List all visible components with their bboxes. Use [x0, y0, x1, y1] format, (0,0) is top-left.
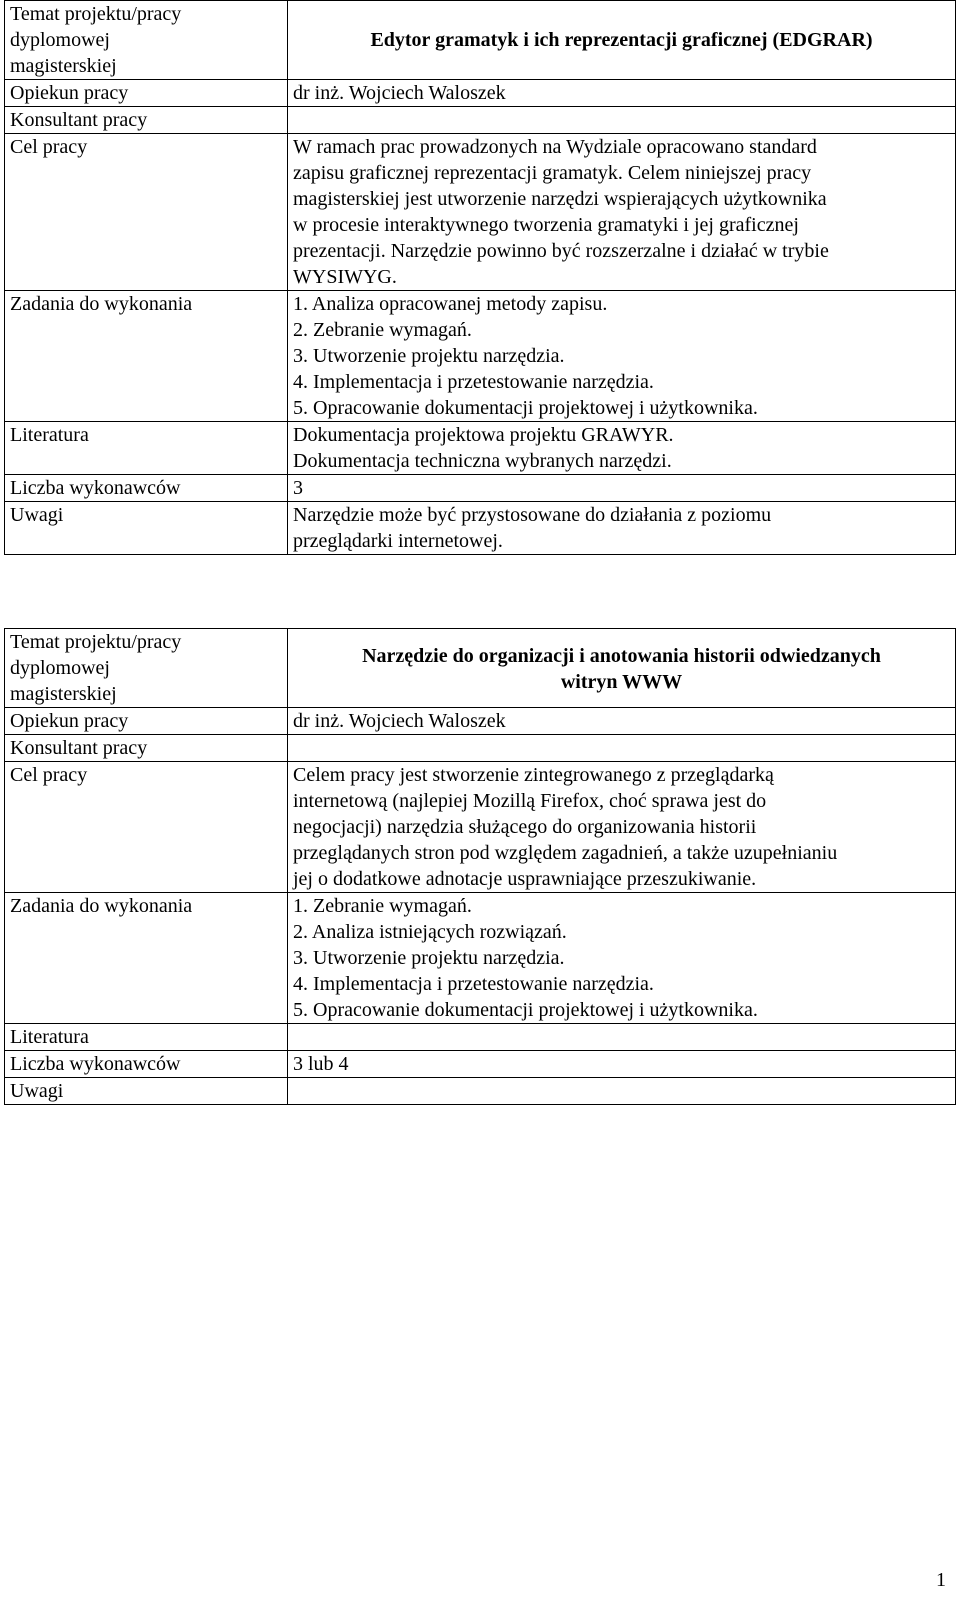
- project-card-edgrar: [4, 0, 956, 555]
- row-topic: [5, 1, 956, 80]
- label-topic: Temat projektu/pracy dyplomowej magisterskiej: [5, 1, 288, 80]
- literature-item: Dokumentacja projektowa projektu GRAWYR.: [293, 424, 674, 446]
- consultant-value: [288, 107, 956, 134]
- row-topic: [5, 629, 956, 708]
- task-item: 2. Zebranie wymagań.: [293, 319, 472, 341]
- label-consultant: Konsultant pracy: [5, 735, 288, 762]
- label-literature: Literatura: [5, 422, 288, 475]
- row-supervisor: [5, 708, 956, 735]
- task-item: 5. Opracowanie dokumentacji projektowej i użytkownika.: [293, 999, 758, 1021]
- row-tasks: [5, 291, 956, 422]
- label-literature: Literatura: [5, 1024, 288, 1051]
- task-item: 4. Implementacja i przetestowanie narzędzia.: [293, 371, 654, 393]
- task-item: 3. Utworzenie projektu narzędzia.: [293, 947, 565, 969]
- task-item: 1. Zebranie wymagań.: [293, 895, 472, 917]
- label-tasks: Zadania do wykonania: [5, 893, 288, 1024]
- row-tasks: [5, 893, 956, 1024]
- tasks-list: [288, 893, 956, 1024]
- task-item: 1. Analiza opracowanej metody zapisu.: [293, 293, 608, 315]
- project-card-history: [4, 628, 956, 1105]
- team-size-value: 3: [288, 475, 956, 502]
- tasks-list: [288, 291, 956, 422]
- project-title: Narzędzie do organizacji i anotowania historii odwiedzanych witryn WWW: [288, 629, 956, 708]
- label-notes: Uwagi: [5, 1078, 288, 1105]
- row-literature: [5, 422, 956, 475]
- label-notes: Uwagi: [5, 502, 288, 555]
- row-notes: [5, 502, 956, 555]
- row-consultant: [5, 735, 956, 762]
- literature-item: Dokumentacja techniczna wybranych narzędzi.: [293, 450, 672, 472]
- task-item: 5. Opracowanie dokumentacji projektowej i użytkownika.: [293, 397, 758, 419]
- row-goal: [5, 134, 956, 291]
- label-topic: Temat projektu/pracy dyplomowej magisterskiej: [5, 629, 288, 708]
- row-consultant: [5, 107, 956, 134]
- project-title: Edytor gramatyk i ich reprezentacji graficznej (EDGRAR): [288, 1, 956, 80]
- page-number: 1: [936, 1569, 946, 1591]
- label-team-size: Liczba wykonawców: [5, 1051, 288, 1078]
- row-team-size: [5, 475, 956, 502]
- consultant-value: [288, 735, 956, 762]
- notes-value: Narzędzie może być przystosowane do działania z poziomu przeglądarki internetowej.: [288, 502, 956, 555]
- goal-value: W ramach prac prowadzonych na Wydziale opracowano standard zapisu graficznej reprezentacji gramatyk. Celem niniejszej pracy magisterskiej jest utworzenie narzędzi wspierających użytkownika w procesie interaktywnego tworzenia gramatyki i jej graficznej prezentacji. Narzędzie powinno być rozszerzalne i działać w trybie WYSIWYG.: [288, 134, 956, 291]
- label-consultant: Konsultant pracy: [5, 107, 288, 134]
- literature-list: [288, 422, 956, 475]
- notes-value: [288, 1078, 956, 1105]
- team-size-value: 3 lub 4: [288, 1051, 956, 1078]
- literature-value: [288, 1024, 956, 1051]
- task-item: 2. Analiza istniejących rozwiązań.: [293, 921, 567, 943]
- label-goal: Cel pracy: [5, 134, 288, 291]
- goal-value: Celem pracy jest stworzenie zintegrowanego z przeglądarką internetową (najlepiej Mozillą Firefox, choć sprawa jest do negocjacji) narzędzia służącego do organizowania historii przeglądanych stron pod względem zagadnień, a także uzupełnianiu jej o dodatkowe adnotacje usprawniające przeszukiwanie.: [288, 762, 956, 893]
- task-item: 4. Implementacja i przetestowanie narzędzia.: [293, 973, 654, 995]
- label-tasks: Zadania do wykonania: [5, 291, 288, 422]
- row-team-size: [5, 1051, 956, 1078]
- supervisor-value: dr inż. Wojciech Waloszek: [288, 708, 956, 735]
- row-supervisor: [5, 80, 956, 107]
- label-team-size: Liczba wykonawców: [5, 475, 288, 502]
- row-goal: [5, 762, 956, 893]
- supervisor-value: dr inż. Wojciech Waloszek: [288, 80, 956, 107]
- label-supervisor: Opiekun pracy: [5, 80, 288, 107]
- label-supervisor: Opiekun pracy: [5, 708, 288, 735]
- row-notes: [5, 1078, 956, 1105]
- row-literature: [5, 1024, 956, 1051]
- task-item: 3. Utworzenie projektu narzędzia.: [293, 345, 565, 367]
- label-goal: Cel pracy: [5, 762, 288, 893]
